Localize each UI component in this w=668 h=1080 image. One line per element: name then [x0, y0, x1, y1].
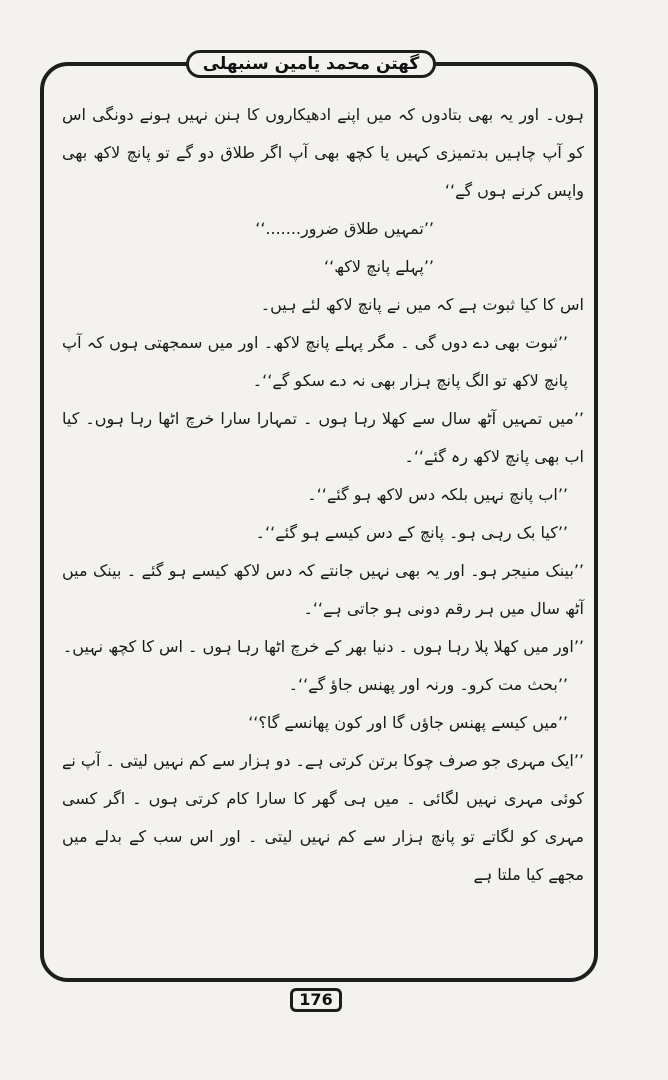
paragraph: ’’میں کیسے پھنس جاؤں گا اور کون پھانسے گا؟‘‘ — [248, 713, 568, 732]
page-number-box — [290, 988, 342, 1012]
paragraph: ’’اور میں کھلا پلا رہا ہوں ۔ دنیا بھر کے خرچ اٹھا رہا ہوں ۔ اس کا کچھ نہیں۔ — [62, 637, 584, 656]
paragraph: ’’میں تمہیں آٹھ سال سے کھلا رہا ہوں ۔ تمہارا سارا خرچ اٹھا رہا ہوں۔ کیا اب بھی پانچ لاکھ رہ گئے‘‘۔ — [62, 409, 584, 466]
paragraph: ’’ایک مہری جو صرف چوکا برتن کرتی ہے۔ دو ہزار سے کم نہیں لیتی ۔ آپ نے کوئی مہری نہیں لگائی ۔ میں ہی گھر کا سارا کام کرتی ہوں ۔ اگر کسی مہری کو لگاتے تو پانچ ہزار سے کم نہیں لیتی ۔ اور اس سب کے بدلے میں مجھے کیا ملتا ہے — [62, 751, 584, 884]
paragraph: ’’ثبوت بھی دے دوں گی ۔ مگر پہلے پانچ لاکھ۔ اور میں سمجھتی ہوں کہ آپ پانچ لاکھ تو الگ پانچ ہزار بھی نہ دے سکو گے‘‘۔ — [62, 333, 568, 390]
paragraph: ’’بحث مت کرو۔ ورنہ اور پھنس جاؤ گے‘‘۔ — [288, 675, 568, 694]
paragraph: ’’پہلے پانچ لاکھ‘‘ — [324, 257, 434, 276]
paragraph: ہوں۔ اور یہ بھی بتادوں کہ میں اپنے ادھیکاروں کا ہنن نہیں ہونے دونگی اس کو آپ چاہیں بدتمیزی کہیں یا کچھ بھی آپ اگر طلاق دو گے تو پانچ لاکھ بھی واپس کرنے ہوں گے‘‘ — [62, 105, 584, 200]
paragraph: ’’اب پانچ نہیں بلکہ دس لاکھ ہو گئے‘‘۔ — [307, 485, 568, 504]
page-body — [62, 96, 584, 894]
running-header — [186, 50, 436, 78]
paragraph: ’’کیا بک رہی ہو۔ پانچ کے دس کیسے ہو گئے‘‘۔ — [255, 523, 568, 542]
paragraph: ’’تمہیں طلاق ضرور.......‘‘ — [255, 219, 434, 238]
paragraph: ’’بینک منیجر ہو۔ اور یہ بھی نہیں جانتے کہ دس لاکھ کیسے ہو گئے ۔ بینک میں آٹھ سال میں ہر رقم دونی ہو جاتی ہے‘‘۔ — [62, 561, 584, 618]
page-number: 176 — [299, 990, 333, 1009]
author-name: گھتن محمد یامین سنبھلی — [202, 54, 420, 74]
paragraph: اس کا کیا ثبوت ہے کہ میں نے پانچ لاکھ لئے ہیں۔ — [260, 295, 584, 314]
